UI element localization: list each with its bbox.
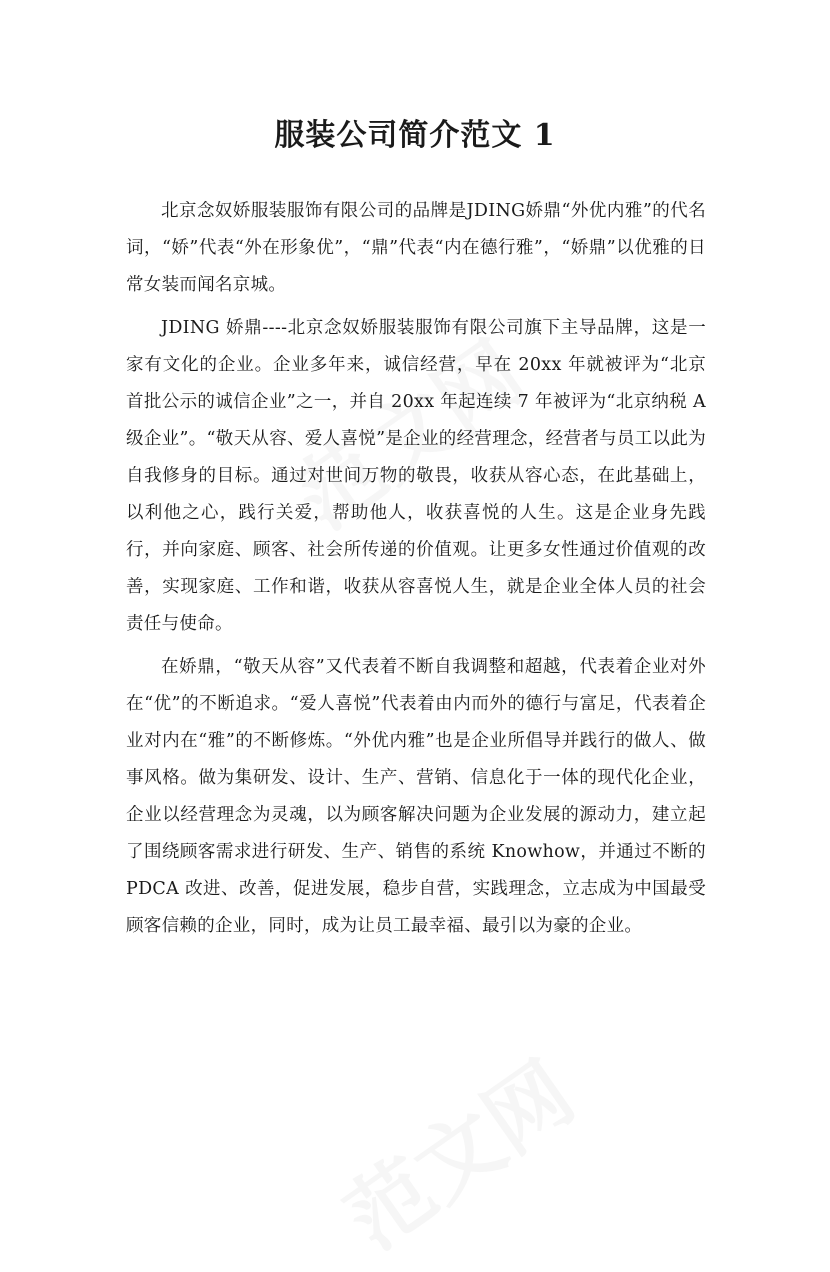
document-body (126, 193, 706, 951)
paragraph-2: JDING 娇鼎----北京念奴娇服装服饰有限公司旗下主导品牌，这是一家有文化的企业。企业多年来，诚信经营，早在 20xx 年就被评为“北京首批公示的诚信企业”之一，并自 20xx 年起连续 7 年被评为“北京纳税 A 级企业”。“敬天从容、爱人喜悦”是企业的经营理念，经营者与员工以此为自我修身的目标。通过对世间万物的敬畏，收获从容心态，在此基础上，以利他之心，践行关爱，帮助他人，收获喜悦的人生。这是企业身先践行，并向家庭、顾客、社会所传递的价值观。让更多女性通过价值观的改善，实现家庭、工作和谐，收获从容喜悦人生，就是企业全体人员的社会责任与使命。 (126, 318, 706, 634)
paragraph-3: 在娇鼎，“敬天从容”又代表着不断自我调整和超越，代表着企业对外在“优”的不断追求。“爱人喜悦”代表着由内而外的德行与富足，代表着企业对内在“雅”的不断修炼。“外优内雅”也是企业所倡导并践行的做人、做事风格。做为集研发、设计、生产、营销、信息化于一体的现代化企业，企业以经营理念为灵魂，以为顾客解决问题为企业发展的源动力，建立起了围绕顾客需求进行研发、生产、销售的系统 Knowhow，并通过不断的 PDCA 改进、改善，促进发展，稳步自营，实践理念，立志成为中国最受顾客信赖的企业，同时，成为让员工最幸福、最引以为豪的企业。 (126, 657, 706, 936)
page-title: 服装公司简介范文 1 (274, 118, 556, 153)
watermark-logo-bottom (318, 1029, 594, 1272)
paragraph-1: 北京念奴娇服装服饰有限公司的品牌是JDING娇鼎“外优内雅”的代名词，“娇”代表“外在形象优”，“鼎”代表“内在德行雅”，“娇鼎”以优雅的日常女装而闻名京城。 (126, 201, 706, 295)
